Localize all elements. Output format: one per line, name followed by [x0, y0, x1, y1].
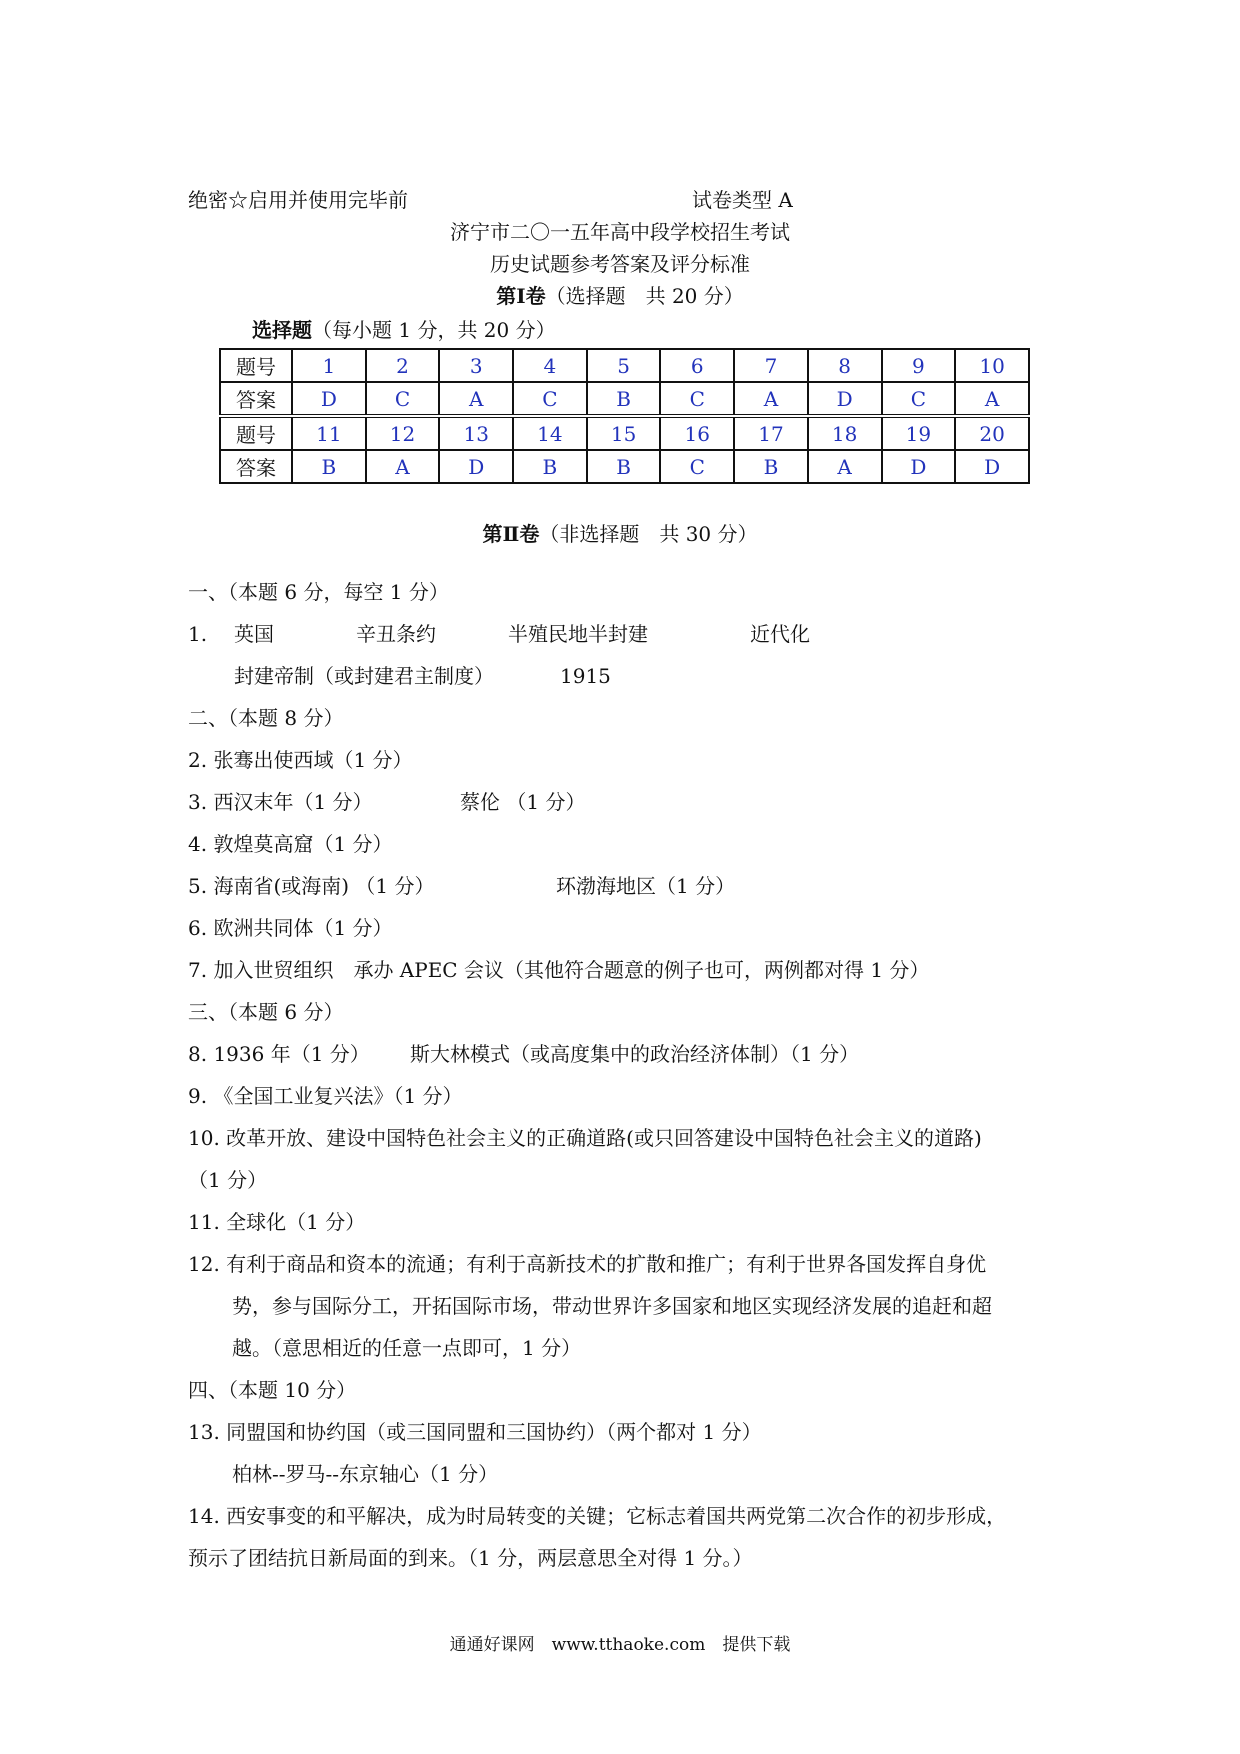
question-number: 10 [955, 349, 1029, 382]
question-number: 2 [366, 349, 440, 382]
answer-cell: D [439, 450, 513, 483]
question-number: 14 [513, 416, 587, 450]
answer-cell: A [439, 382, 513, 416]
part2-subtitle: （非选择题 共 30 分） [539, 522, 758, 546]
page-footer: 通通好课网 www.tthaoke.com 提供下载 [449, 1635, 791, 1655]
choice-section-note: （每小题 1 分，共 20 分） [312, 318, 556, 342]
section-3-heading: 三、（本题 6 分） [188, 1000, 344, 1024]
answer-table [219, 348, 1030, 484]
question-number: 7 [734, 349, 808, 382]
q8-answer-b: 斯大林模式（或高度集中的政治经济体制）（1 分） [410, 1042, 860, 1066]
answer-cell: D [808, 382, 882, 416]
q3-answer-a: 3. 西汉末年（1 分） [188, 790, 373, 814]
exam-title: 济宁市二〇一五年高中段学校招生考试 [450, 220, 790, 244]
q1-number: 1. [188, 622, 208, 646]
part2-title: 第Ⅱ卷 [482, 522, 540, 546]
paper-type: 试卷类型 A [692, 188, 793, 212]
question-number: 6 [660, 349, 734, 382]
q1-answer-c: 半殖民地半封建 [508, 622, 648, 646]
answer-cell: B [587, 382, 661, 416]
question-number: 13 [439, 416, 513, 450]
part1-title: 第Ⅰ卷 [496, 284, 546, 308]
question-number: 12 [366, 416, 440, 450]
answer-row-2 [220, 450, 1029, 483]
number-row-1 [220, 349, 1029, 382]
question-number: 11 [292, 416, 366, 450]
choice-section-label: 选择题 [252, 318, 312, 342]
q3-answer-b: 蔡伦 （1 分） [460, 790, 586, 814]
answer-cell: D [955, 450, 1029, 483]
section-2-heading: 二、（本题 8 分） [188, 706, 344, 730]
row-label-number: 题号 [220, 416, 292, 450]
answer-cell: C [366, 382, 440, 416]
answer-cell: B [587, 450, 661, 483]
q1-answer-e: 封建帝制（或封建君主制度） [234, 664, 494, 688]
question-number: 1 [292, 349, 366, 382]
part1-subtitle: （选择题 共 20 分） [545, 284, 744, 308]
answer-cell: C [882, 382, 956, 416]
answer-cell: A [366, 450, 440, 483]
question-number: 5 [587, 349, 661, 382]
exam-subtitle: 历史试题参考答案及评分标准 [490, 252, 750, 276]
q14-answer-line2: 预示了团结抗日新局面的到来。（1 分，两层意思全对得 1 分。） [188, 1546, 753, 1570]
q11-answer: 11. 全球化（1 分） [188, 1210, 366, 1234]
question-number: 8 [808, 349, 882, 382]
q2-answer: 2. 张骞出使西域（1 分） [188, 748, 413, 772]
q13-answer-2: 柏林--罗马--东京轴心（1 分） [232, 1462, 499, 1486]
q9-answer: 9. 《全国工业复兴法》（1 分） [188, 1084, 463, 1108]
answer-cell: B [513, 450, 587, 483]
section-4-heading: 四、（本题 10 分） [188, 1378, 357, 1402]
q1-answer-f: 1915 [560, 664, 611, 688]
question-number: 17 [734, 416, 808, 450]
answer-cell: D [292, 382, 366, 416]
answer-row-1 [220, 382, 1029, 416]
question-number: 9 [882, 349, 956, 382]
question-number: 20 [955, 416, 1029, 450]
q5-answer-a: 5. 海南省(或海南) （1 分） [188, 874, 435, 898]
answer-cell: A [734, 382, 808, 416]
question-number: 19 [882, 416, 956, 450]
answer-cell: D [882, 450, 956, 483]
answer-cell: C [660, 450, 734, 483]
q8-answer-a: 8. 1936 年（1 分） [188, 1042, 370, 1066]
answer-cell: C [660, 382, 734, 416]
q13-answer: 13. 同盟国和协约国（或三国同盟和三国协约）（两个都对 1 分） [188, 1420, 762, 1444]
confidential-notice: 绝密☆启用并使用完毕前 [188, 188, 408, 212]
q12-answer-line2: 势，参与国际分工，开拓国际市场，带动世界许多国家和地区实现经济发展的追赶和超 [232, 1294, 992, 1318]
q10-score: （1 分） [188, 1168, 268, 1192]
part2-heading [0, 520, 1240, 548]
q10-answer: 10. 改革开放、建设中国特色社会主义的正确道路(或只回答建设中国特色社会主义的道路) [188, 1126, 982, 1150]
q1-answer-a: 英国 [234, 622, 274, 646]
row-label-number: 题号 [220, 349, 292, 382]
question-number: 15 [587, 416, 661, 450]
q1-answer-b: 辛丑条约 [356, 622, 436, 646]
row-label-answer: 答案 [220, 382, 292, 416]
part1-heading [0, 282, 1240, 310]
answer-cell: B [734, 450, 808, 483]
answer-cell: A [955, 382, 1029, 416]
answer-cell: C [513, 382, 587, 416]
q6-answer: 6. 欧洲共同体（1 分） [188, 916, 393, 940]
section-1-heading: 一、（本题 6 分，每空 1 分） [188, 580, 449, 604]
answer-cell: A [808, 450, 882, 483]
q12-answer-line1: 12. 有利于商品和资本的流通；有利于高新技术的扩散和推广；有利于世界各国发挥自身优 [188, 1252, 987, 1276]
question-number: 3 [439, 349, 513, 382]
q12-answer-line3: 越。（意思相近的任意一点即可，1 分） [232, 1336, 582, 1360]
q7-answer: 7. 加入世贸组织 承办 APEC 会议（其他符合题意的例子也可，两例都对得 1 分） [188, 958, 930, 982]
q5-answer-b: 环渤海地区（1 分） [556, 874, 736, 898]
question-number: 18 [808, 416, 882, 450]
q1-answer-d: 近代化 [750, 622, 810, 646]
q14-answer-line1: 14. 西安事变的和平解决，成为时局转变的关键；它标志着国共两党第二次合作的初步形成， [188, 1504, 1007, 1528]
question-number: 4 [513, 349, 587, 382]
number-row-2 [220, 416, 1029, 450]
choice-section-heading [252, 316, 556, 344]
q4-answer: 4. 敦煌莫高窟（1 分） [188, 832, 393, 856]
question-number: 16 [660, 416, 734, 450]
answer-cell: B [292, 450, 366, 483]
row-label-answer: 答案 [220, 450, 292, 483]
